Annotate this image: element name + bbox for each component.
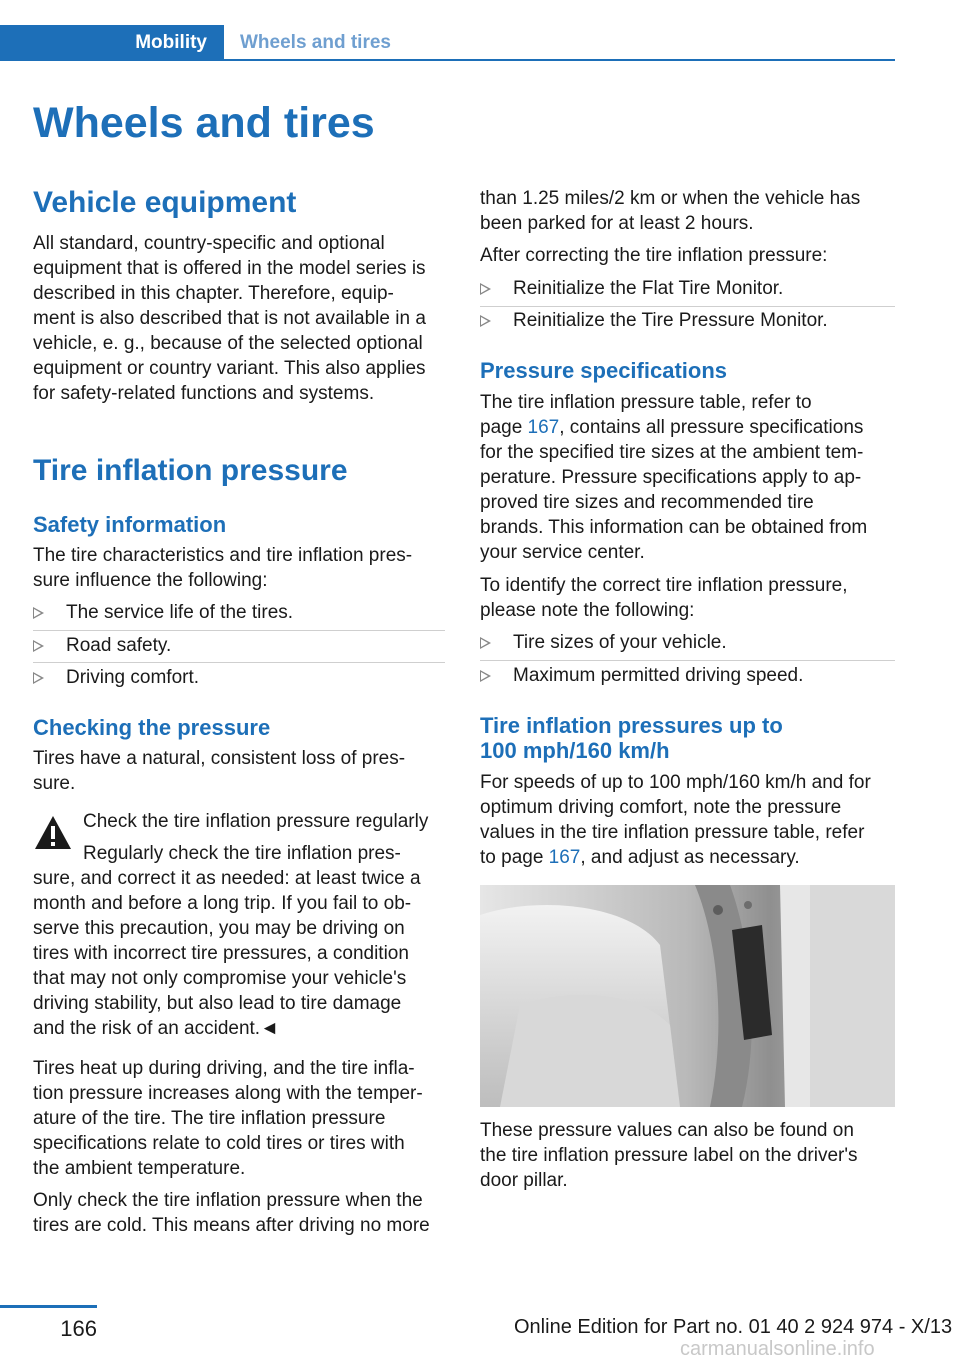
header-rule [224, 59, 895, 61]
page-number: 166 [60, 1316, 97, 1341]
paragraph-heat: Tires heat up during driving, and the tire infla- tion pressure increases along with the temper- ature of the tire. The tire inflation pressure specifications relate to cold tires or tires with the ambient temperature. [33, 1058, 423, 1179]
list-item: The service life of the tires. [33, 600, 445, 625]
photo-caption: These pressure values can also be found on the tire inflation pressure label on the driver's door pillar. [480, 1120, 858, 1191]
divider [480, 660, 895, 661]
paragraph-vehicle-equipment: All standard, country-specific and optional equipment that is offered in the model series is described in this chapter. Therefore, equip- ment is also described that is not available in a vehicle, e. g., because of the selected optional equipment or country variant. This also applies for safety-related functions and systems. [33, 233, 426, 404]
heading-pressure-specifications: Pressure specifications [480, 358, 728, 383]
heading-safety-information: Safety information [33, 512, 227, 537]
divider [480, 306, 895, 307]
heading-checking-the-pressure: Checking the pressure [33, 715, 271, 740]
paragraph-pressures-up-to: For speeds of up to 100 mph/160 km/h and for optimum driving comfort, note the pressure values in the tire inflation pressure table, refer to page 167, and adjust as necessary. [480, 772, 871, 868]
list-item: Maximum permitted driving speed. [480, 663, 895, 688]
list-item: Reinitialize the Flat Tire Monitor. [480, 276, 895, 301]
bullet-triangle-icon [480, 315, 491, 327]
bullet-triangle-icon [33, 607, 44, 619]
page-link[interactable]: 167 [527, 417, 560, 438]
paragraph-continued: than 1.25 miles/2 km or when the vehicle has been parked for at least 2 hours. [480, 188, 861, 234]
heading-vehicle-equipment: Vehicle equipment [33, 186, 297, 219]
page-link[interactable]: 167 [548, 847, 581, 868]
door-pillar-photo [480, 885, 895, 1107]
paragraph-after-correcting: After correcting the tire inflation pressure: [480, 245, 828, 266]
warning-text: sure, and correct it as needed: at least twice a month and before a long trip. If you fail to ob- serve this precaution, you may be driving on tires with incorrect tire pressures, a condition that may not only compromise your vehicle's driving stability, but also lead to tire damage and the risk of an accident.◄ [33, 868, 421, 1039]
section-title: Wheels and tires [240, 32, 391, 53]
watermark: carmanualsonline.info [680, 1338, 875, 1360]
divider [33, 630, 445, 631]
heading-pressures-up-to: Tire inflation pressures up to 100 mph/160 km/h [480, 713, 783, 763]
bullet-triangle-icon [480, 670, 491, 682]
footer-rule [0, 1305, 97, 1308]
list-item: Tire sizes of your vehicle. [480, 630, 895, 655]
edition-text: Online Edition for Part no. 01 40 2 924 974 - X/13 [514, 1316, 953, 1338]
warning-icon [33, 814, 73, 852]
warning-title: Check the tire inflation pressure regularly [83, 811, 429, 832]
divider [33, 662, 445, 663]
door-pillar-photo-drawing [480, 885, 895, 1107]
paragraph-identify: To identify the correct tire inflation pressure, please note the following: [480, 575, 848, 621]
page-title: Wheels and tires [33, 99, 375, 147]
list-item: Road safety. [33, 633, 445, 658]
bullet-triangle-icon [33, 640, 44, 652]
bullet-triangle-icon [33, 672, 44, 684]
chapter-tab[interactable]: Mobility [0, 25, 224, 61]
paragraph-safety: The tire characteristics and tire inflation pres- sure influence the following: [33, 545, 413, 591]
heading-tire-inflation-pressure: Tire inflation pressure [33, 454, 348, 487]
running-header [0, 25, 895, 61]
list-item: Driving comfort. [33, 665, 445, 690]
list-item: Reinitialize the Tire Pressure Monitor. [480, 308, 895, 333]
paragraph-pressure-specifications: The tire inflation pressure table, refer to page 167, contains all pressure specifications for the specified tire sizes at the ambient tem- perature. Pressure specifications apply to ap- proved tire sizes and recommended tire brands. This information can be obtained from your service center. [480, 392, 868, 563]
paragraph-checking: Tires have a natural, consistent loss of pres- sure. [33, 748, 406, 794]
warning-line-first: Regularly check the tire inflation pres- [83, 843, 401, 864]
bullet-triangle-icon [480, 283, 491, 295]
bullet-triangle-icon [480, 637, 491, 649]
paragraph-cold: Only check the tire inflation pressure when the tires are cold. This means after driving no more [33, 1190, 430, 1236]
